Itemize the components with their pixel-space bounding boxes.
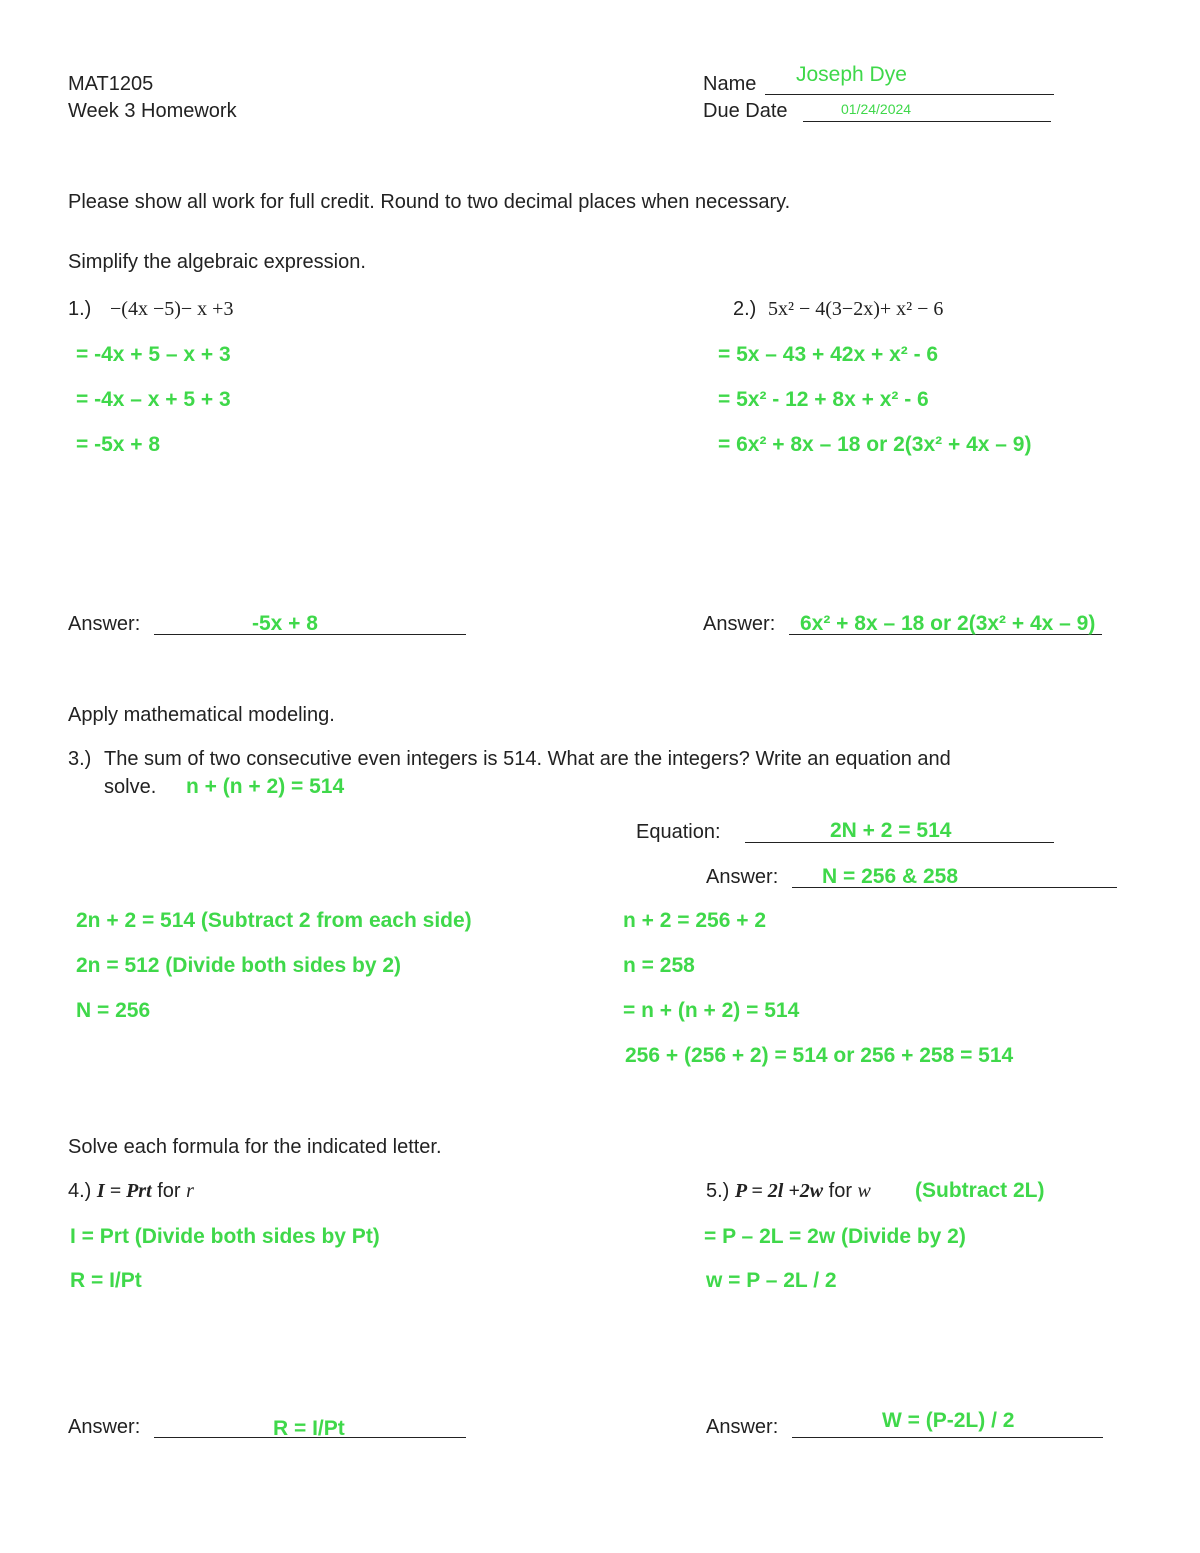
- q1-number: 1.): [68, 298, 92, 320]
- q1-step: = -5x + 8: [76, 433, 161, 456]
- course-code: MAT1205: [68, 73, 154, 95]
- q1-expression: −(4x −5)− x +3: [110, 298, 234, 320]
- q1-answer[interactable]: -5x + 8: [252, 612, 318, 635]
- q3-inline-answer: n + (n + 2) = 514: [186, 775, 345, 798]
- q4-number: 4.): [68, 1180, 92, 1202]
- instructions: Please show all work for full credit. Round to two decimal places when necessary.: [68, 191, 791, 213]
- q2-expression: 5x² − 4(3−2x)+ x² − 6: [768, 298, 944, 320]
- q4-answer[interactable]: R = I/Pt: [273, 1417, 345, 1440]
- q5-prompt: [706, 1181, 871, 1201]
- q1-step: = -4x – x + 5 + 3: [76, 388, 231, 411]
- name-underline: [765, 94, 1054, 95]
- q5-answer[interactable]: W = (P-2L) / 2: [882, 1409, 1015, 1432]
- q4-answer-label: Answer:: [68, 1416, 141, 1438]
- q4-prompt: [68, 1181, 194, 1201]
- q2-answer[interactable]: 6x² + 8x – 18 or 2(3x² + 4x – 9): [800, 612, 1096, 635]
- q2-number: 2.): [733, 298, 757, 320]
- q4-for: for: [157, 1180, 181, 1202]
- section2-heading: Apply mathematical modeling.: [68, 704, 335, 726]
- name-label: Name: [703, 73, 757, 95]
- q5-answer-label: Answer:: [706, 1416, 779, 1438]
- q3-equation-label: Equation:: [636, 821, 721, 843]
- q3-left-step: 2n = 512 (Divide both sides by 2): [76, 954, 402, 977]
- due-date-underline: [803, 121, 1051, 122]
- q2-step: = 5x² - 12 + 8x + x² - 6: [718, 388, 929, 411]
- q5-number: 5.): [706, 1180, 730, 1202]
- q3-right-step: 256 + (256 + 2) = 514 or 256 + 258 = 514: [625, 1044, 1014, 1067]
- q5-note: (Subtract 2L): [915, 1179, 1045, 1202]
- q4-variable: r: [186, 1180, 194, 1202]
- q3-right-step: = n + (n + 2) = 514: [623, 999, 800, 1022]
- q3-answer[interactable]: N = 256 & 258: [822, 865, 959, 888]
- q5-formula: P = 2l +2w: [734, 1180, 824, 1202]
- q3-equation-underline: [745, 842, 1054, 843]
- q5-step: w = P – 2L / 2: [706, 1269, 837, 1292]
- q1-answer-label: Answer:: [68, 613, 141, 635]
- q3-answer-label: Answer:: [706, 866, 779, 888]
- q2-step: = 5x – 43 + 42x + x² - 6: [718, 343, 939, 366]
- q4-formula: I = Prt: [96, 1180, 152, 1202]
- q3-question-cont: solve.: [104, 776, 157, 798]
- q2-step: = 6x² + 8x – 18 or 2(3x² + 4x – 9): [718, 433, 1032, 456]
- assignment-title: Week 3 Homework: [68, 100, 237, 122]
- q3-equation[interactable]: 2N + 2 = 514: [830, 819, 952, 842]
- due-date-label: Due Date: [703, 100, 788, 122]
- q4-step: I = Prt (Divide both sides by Pt): [70, 1225, 380, 1248]
- q5-variable: w: [857, 1180, 871, 1202]
- section3-heading: Solve each formula for the indicated letter.: [68, 1136, 442, 1158]
- q5-step: = P – 2L = 2w (Divide by 2): [704, 1225, 966, 1248]
- q5-for: for: [828, 1180, 852, 1202]
- q5-answer-underline: [792, 1437, 1103, 1438]
- q3-right-step: n + 2 = 256 + 2: [623, 909, 767, 932]
- q1-step: = -4x + 5 – x + 3: [76, 343, 231, 366]
- due-date-value[interactable]: 01/24/2024: [841, 101, 912, 117]
- name-value[interactable]: Joseph Dye: [796, 63, 907, 86]
- q2-answer-label: Answer:: [703, 613, 776, 635]
- section1-heading: Simplify the algebraic expression.: [68, 251, 366, 273]
- q3-right-step: n = 258: [623, 954, 695, 977]
- q3-question: The sum of two consecutive even integers is 514. What are the integers? Write an equation and: [104, 748, 951, 770]
- q3-left-step: N = 256: [76, 999, 151, 1022]
- q3-number: 3.): [68, 748, 92, 770]
- q3-left-step: 2n + 2 = 514 (Subtract 2 from each side): [76, 909, 472, 932]
- q4-step: R = I/Pt: [70, 1269, 142, 1292]
